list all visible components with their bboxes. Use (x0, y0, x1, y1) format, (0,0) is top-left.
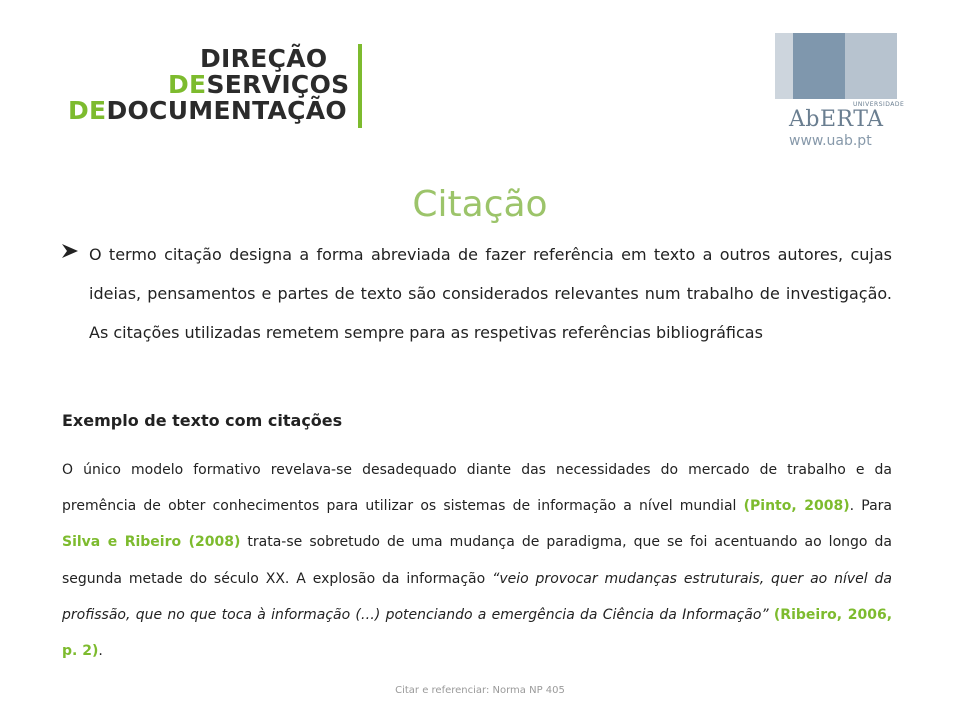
dsd-logo-divider (358, 44, 362, 128)
dsd-logo-line3-prefix: DE (68, 96, 107, 125)
citation-pinto: (Pinto, 2008) (743, 498, 850, 515)
uab-logo-name: AbERTA (789, 107, 884, 132)
example-text-part: . (98, 643, 103, 660)
bullet-item (62, 236, 892, 352)
dsd-logo-line1: DIREÇÃO (200, 44, 328, 73)
quotation: “veio provocar mudanças estruturais, quer ao nível da profissão, que no que toca à informação (…) potenciando a emergência da Ciência da Informação” (62, 570, 892, 623)
example-heading: Exemplo de texto com citações (62, 411, 343, 430)
example-paragraph (62, 452, 892, 669)
bullet-text: O termo citação designa a forma abreviada de fazer referência em texto a outros autores, cujas ideias, pensamentos e partes de texto são considerados relevantes num trabalho de investigação. As citações utilizadas remetem sempre para as respetivas referências bibliográficas (89, 245, 892, 342)
dsd-logo (68, 44, 368, 130)
slide-title: Citação (412, 184, 548, 226)
dsd-logo-line2-prefix: DE (168, 70, 207, 99)
citation-silva-ribeiro: Silva e Ribeiro (2008) (62, 534, 241, 551)
slide-footer: Citar e referenciar: Norma NP 405 (395, 685, 565, 696)
arrow-bullet-icon (62, 244, 78, 258)
uab-logo-university: UNIVERSIDADE (853, 101, 905, 108)
dsd-logo-line2-rest: SERVIÇOS (206, 70, 350, 99)
uab-logo (775, 33, 905, 153)
uab-logo-square-dark (793, 33, 845, 99)
uab-logo-url: www.uab.pt (789, 133, 872, 149)
example-text-part: O único modelo formativo revelava-se desadequado diante das necessidades do mercado de trabalho e da premência de obter conhecimentos para utilizar os sistemas de informação a nível mundial (62, 462, 892, 515)
dsd-logo-line2 (168, 72, 349, 98)
example-text-part: . Para (849, 498, 892, 515)
example-text-part: trata-se sobretudo de uma mudança de paradigma, que se foi acentuando ao longo da segunda metade do século XX. A explosão da informação (62, 534, 892, 587)
dsd-logo-line3-rest: DOCUMENTAÇÃO (106, 96, 347, 125)
dsd-logo-line3 (68, 98, 347, 124)
citation-ribeiro: (Ribeiro, 2006, p. 2) (62, 606, 893, 660)
uab-logo-square-mid (845, 33, 897, 99)
